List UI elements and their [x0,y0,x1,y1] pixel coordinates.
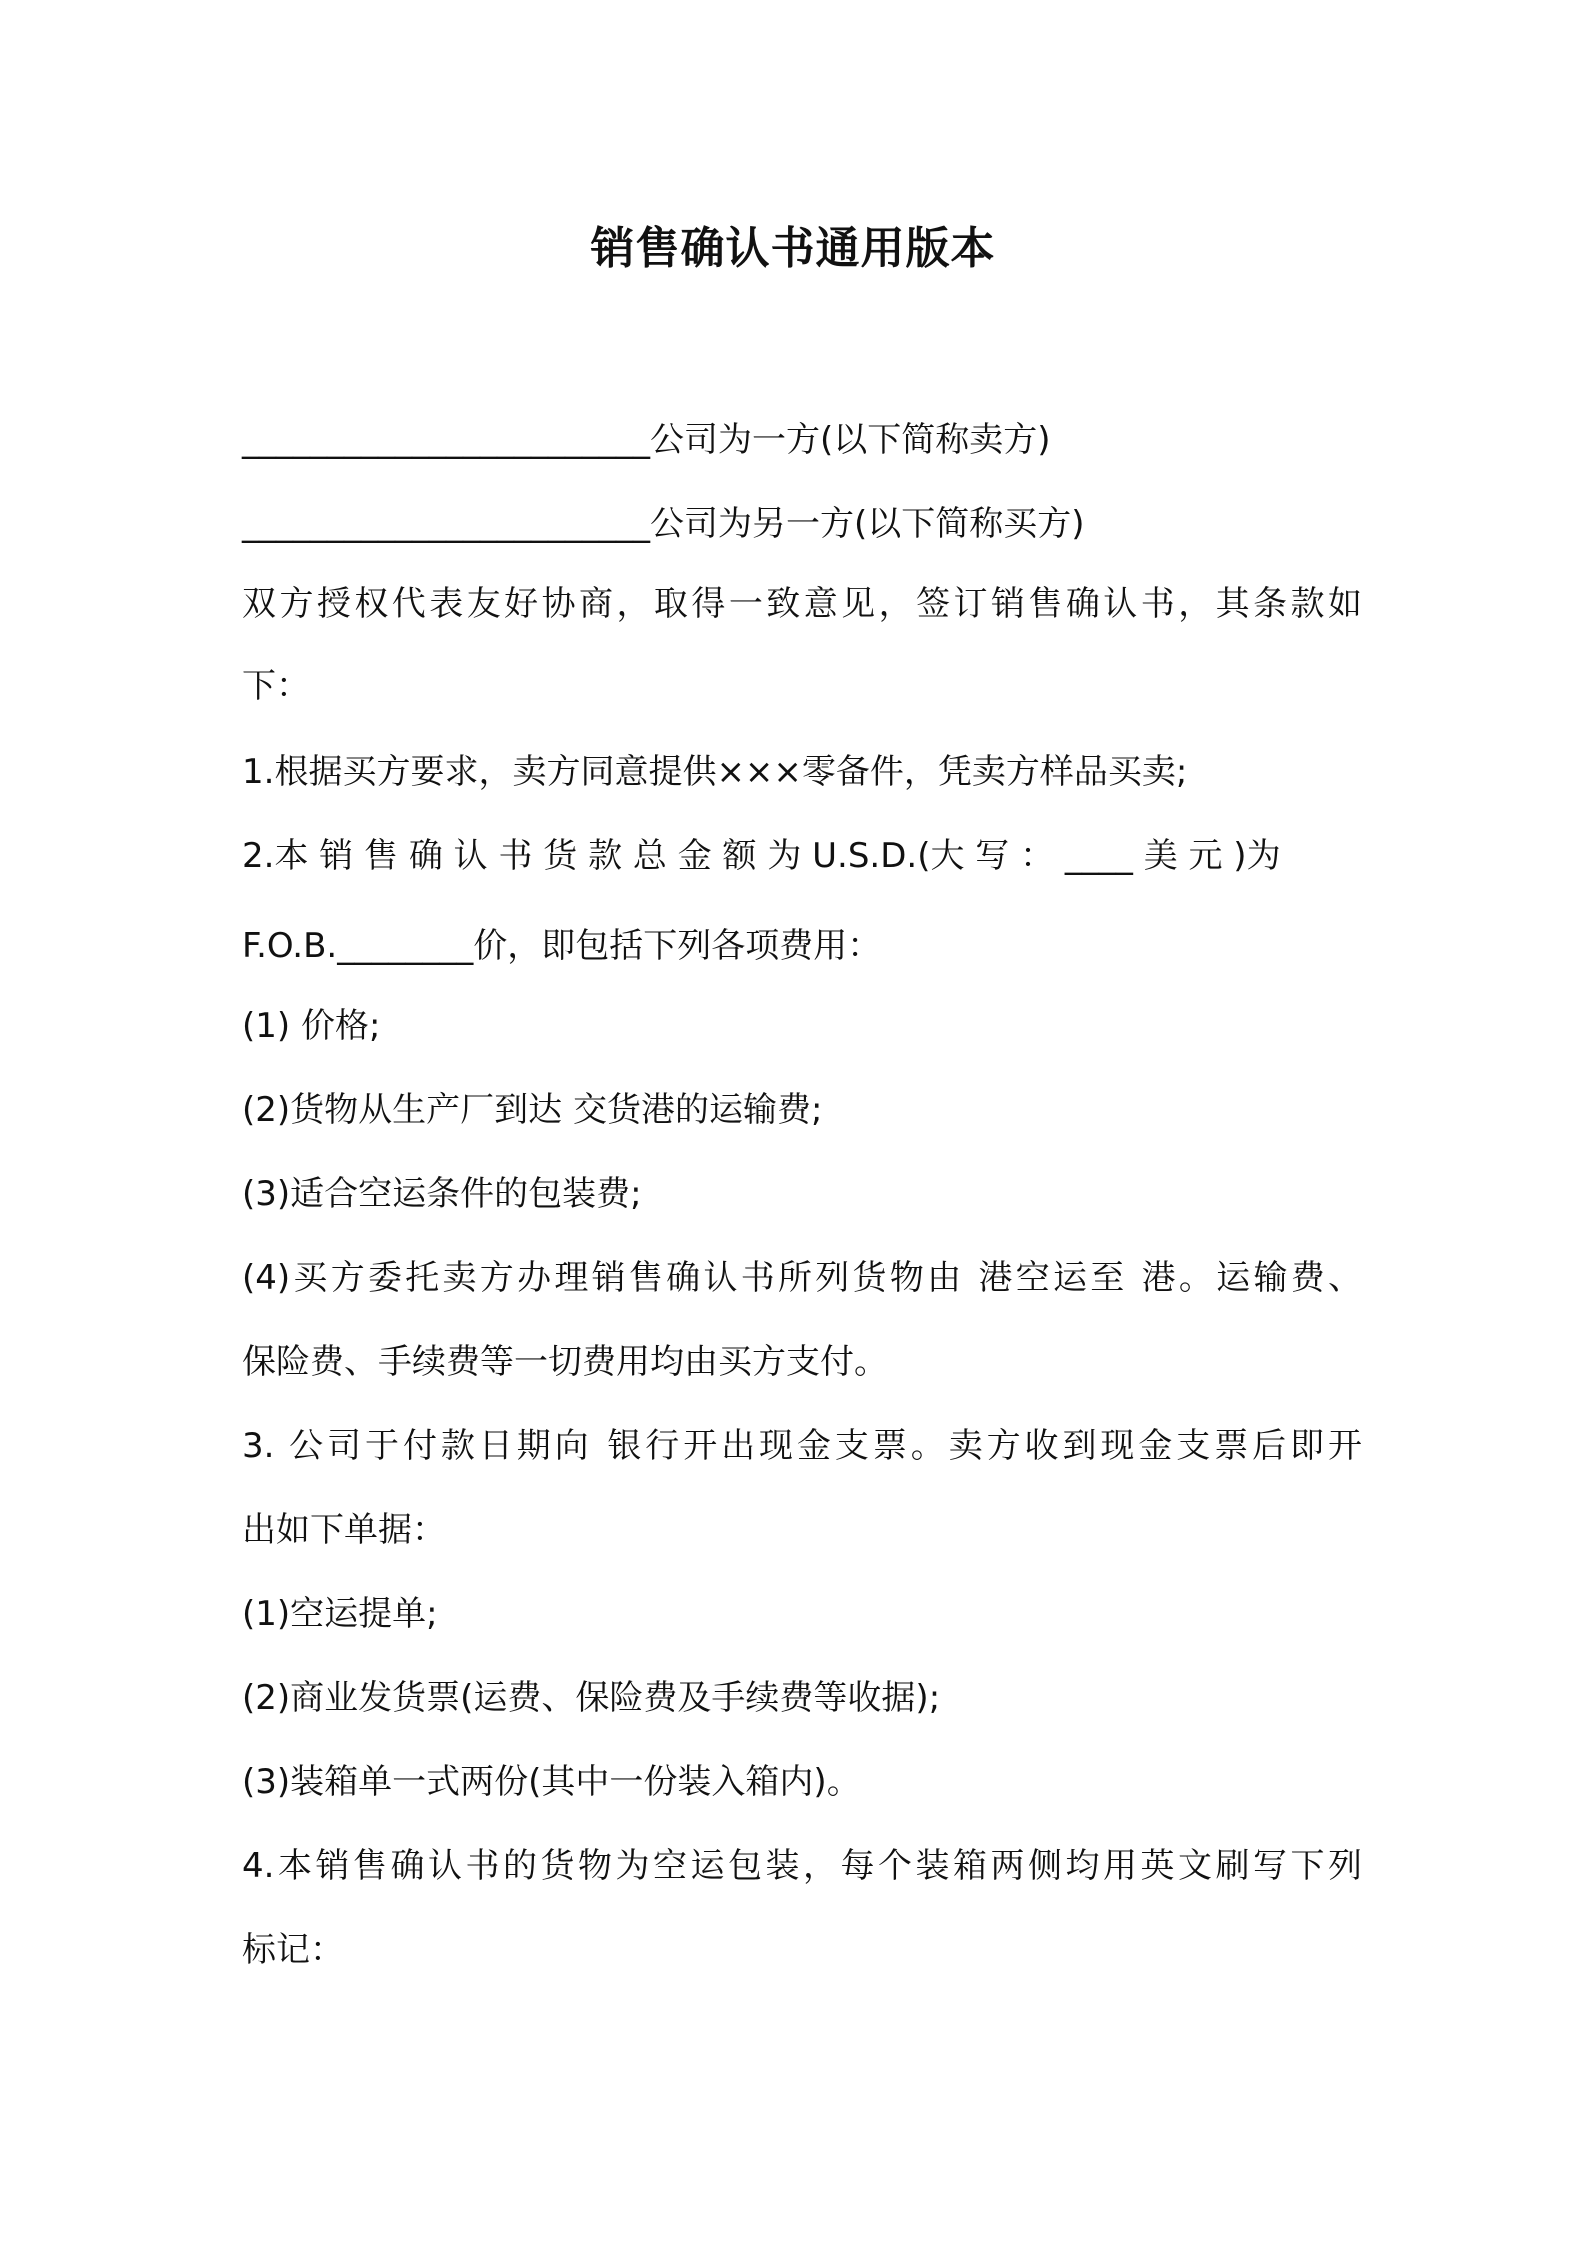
clause-2-item-2: (2)货物从生产厂到达 交货港的运输费; [242,1090,823,1130]
clause-2-item-1: (1) 价格; [242,1006,381,1046]
buyer-party-line: ________________________公司为另一方(以下简称买方) [242,504,1085,544]
clause-3-line-2: 出如下单据： [242,1510,446,1550]
clause-1: 1.根据买方要求，卖方同意提供×××零备件，凭卖方样品买卖; [242,752,1188,792]
page-title: 销售确认书通用版本 [590,223,996,274]
clause-3-item-3: (3)装箱单一式两份(其中一份装入箱内)。 [242,1762,861,1802]
clause-4-line-1: 4.本销售确认书的货物为空运包装，每个装箱两侧均用英文刷写下列 [242,1846,1362,1886]
clause-2-item-4-line-2: 保险费、手续费等一切费用均由买方支付。 [242,1342,888,1382]
clause-2-item-3: (3)适合空运条件的包装费; [242,1174,642,1214]
clause-2-line-2: F.O.B.________价，即包括下列各项费用： [242,926,882,966]
clause-3-item-2: (2)商业发货票(运费、保险费及手续费等收据); [242,1678,941,1718]
intro-paragraph-line-2: 下： [242,666,310,706]
clause-2-item-4-line-1: (4)买方委托卖方办理销售确认书所列货物由 港空运至 港。运输费、 [242,1258,1362,1298]
seller-party-line: ________________________公司为一方(以下简称卖方) [242,420,1051,460]
clause-4-line-2: 标记： [242,1930,344,1970]
intro-paragraph-line-1: 双方授权代表友好协商，取得一致意见，签订销售确认书，其条款如 [242,584,1362,624]
clause-3-line-1: 3. 公司于付款日期向 银行开出现金支票。卖方收到现金支票后即开 [242,1426,1362,1466]
clause-2-line-1: 2.本 销 售 确 认 书 货 款 总 金 额 为 U.S.D.(大 写 ： ____ 美 元 )为 [242,836,1281,876]
clause-3-item-1: (1)空运提单; [242,1594,438,1634]
